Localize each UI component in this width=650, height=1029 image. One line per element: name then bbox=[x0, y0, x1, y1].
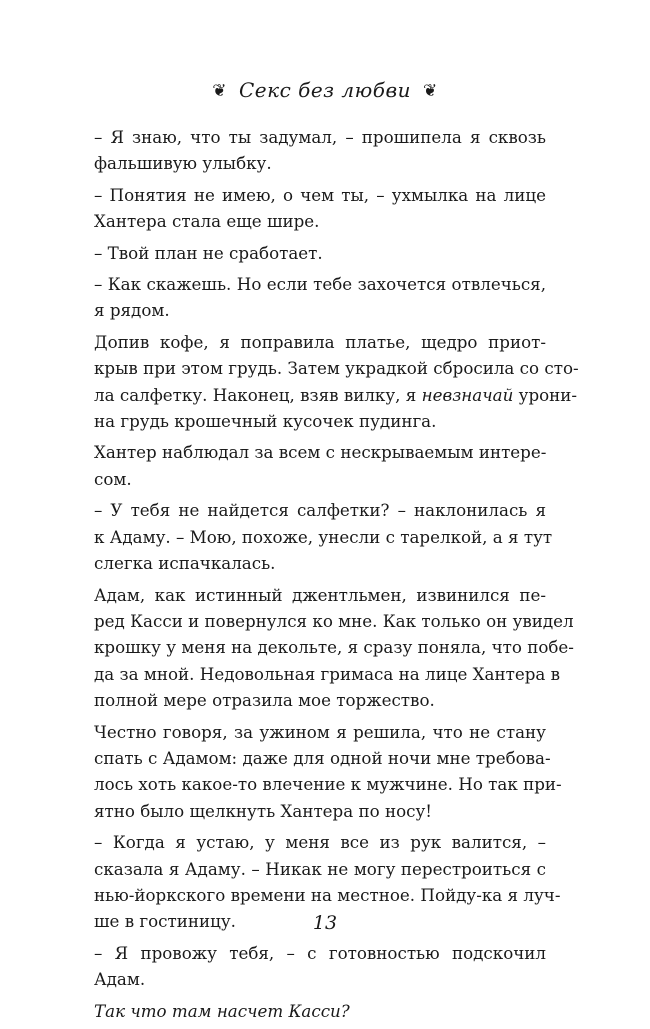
paragraph bbox=[94, 940, 546, 993]
text-line bbox=[94, 382, 578, 408]
text-line: ред Касси и повернулся ко мне. Как только он увидел bbox=[94, 610, 574, 631]
ornament-right-icon: ❦ bbox=[423, 81, 438, 101]
text-line: крыв при этом грудь. Затем украдкой сбросила со сто- bbox=[94, 358, 579, 379]
text-line: – Как скажешь. Но если тебе захочется отвлечься, bbox=[94, 274, 546, 295]
paragraph bbox=[94, 439, 546, 492]
paragraph bbox=[94, 329, 579, 435]
text-line: – Я знаю, что ты задумал, – прошипела я сквозь bbox=[94, 127, 546, 147]
page-number: 13 bbox=[312, 912, 338, 934]
text-line: Адам, как истинный джентльмен, извинился пе- bbox=[94, 584, 546, 605]
paragraph bbox=[94, 271, 546, 324]
text-line: к Адаму. – Мою, похоже, унесли с тарелкой, а я тут bbox=[94, 526, 553, 547]
running-head bbox=[0, 78, 650, 102]
text-line: – Твой план не сработает. bbox=[94, 242, 323, 263]
paragraph bbox=[94, 582, 574, 714]
paragraph bbox=[94, 182, 546, 235]
text-line: лось хоть какое-то влечение к мужчине. Но так при- bbox=[94, 774, 562, 795]
text-line: нью-йоркского времени на местное. Пойду-ка я луч- bbox=[94, 884, 561, 905]
text-line: спать с Адамом: даже для одной ночи мне требова- bbox=[94, 747, 551, 768]
text-line: Честно говоря, за ужином я решила, что не стану bbox=[94, 721, 546, 742]
text-line: Хантера стала еще шире. bbox=[94, 211, 320, 232]
text-line: Адам. bbox=[94, 969, 146, 990]
ornament-left-icon: ❦ bbox=[212, 81, 227, 101]
text-run: урони- bbox=[513, 384, 578, 405]
text-line: крошку у меня на декольте, я сразу поняла, что побе- bbox=[94, 637, 574, 658]
text-line: сом. bbox=[94, 468, 132, 489]
paragraph bbox=[94, 124, 546, 177]
text-line: – Я провожу тебя, – с готовностью подскочил bbox=[94, 942, 546, 963]
text-line: Допив кофе, я поправила платье, щедро приот- bbox=[94, 331, 546, 352]
text-run: ла салфетку. Наконец, взяв вилку, я bbox=[94, 384, 422, 405]
text-line: ятно было щелкнуть Хантера по носу! bbox=[94, 800, 433, 821]
paragraph bbox=[94, 497, 553, 576]
running-head-title: Секс без любви bbox=[238, 78, 412, 102]
italic-word: невзначай bbox=[421, 384, 514, 405]
text-line: да за мной. Недовольная гримаса на лице Хантера в bbox=[94, 663, 561, 684]
paragraph bbox=[94, 719, 562, 825]
italic-thought-line: Так что там насчет Касси? bbox=[94, 1000, 350, 1021]
text-line: слегка испачкалась. bbox=[94, 553, 276, 574]
text-line: – У тебя не найдется салфетки? – наклонилась я bbox=[94, 500, 546, 521]
text-line: Хантер наблюдал за всем с нескрываемым интере- bbox=[94, 442, 547, 463]
text-line: – Понятия не имею, о чем ты, – ухмылка на лице bbox=[94, 184, 546, 205]
text-line: я рядом. bbox=[94, 300, 170, 321]
paragraph bbox=[94, 998, 546, 1024]
text-line: сказала я Адаму. – Никак не могу перестроиться с bbox=[94, 858, 546, 879]
body-text bbox=[94, 124, 579, 1029]
paragraph bbox=[94, 240, 546, 266]
text-line: фальшивую улыбку. bbox=[94, 153, 272, 174]
text-line: полной мере отразила мое торжество. bbox=[94, 690, 435, 711]
text-line: – Когда я устаю, у меня все из рук валится, – bbox=[94, 832, 546, 853]
text-line: ше в гостиницу. bbox=[94, 911, 236, 932]
text-line: на грудь крошечный кусочек пудинга. bbox=[94, 411, 437, 432]
